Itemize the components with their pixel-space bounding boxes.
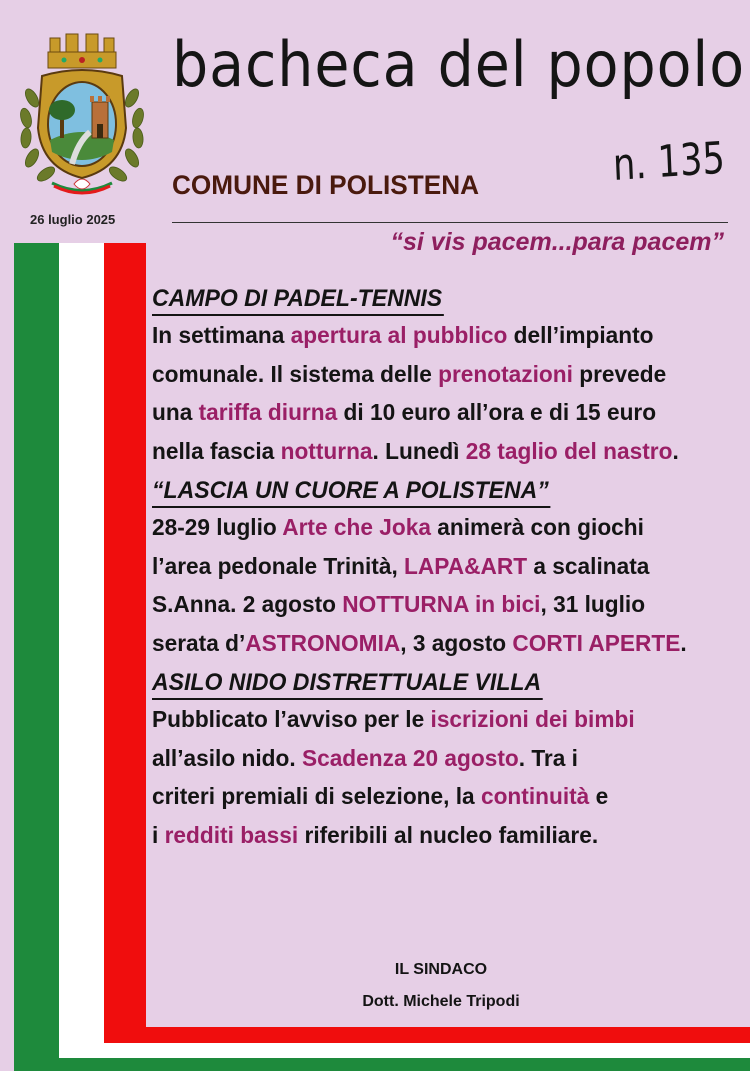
issue-number: n. 135 — [612, 132, 726, 191]
body-text: animerà con giochi — [430, 514, 644, 540]
highlighted-text: 28 taglio del nastro — [465, 437, 673, 464]
signature-role: IL SINDACO — [394, 961, 488, 978]
body-line — [152, 700, 729, 739]
coat-of-arms-icon — [12, 28, 152, 198]
body-text: , 3 agosto — [400, 629, 513, 656]
publication-date: 26 luglio 2025 — [30, 212, 116, 227]
body-line — [152, 816, 729, 855]
motto: “si vis pacem...para pacem” — [390, 228, 724, 256]
body-text: e — [589, 783, 609, 809]
body-text: . Tra i — [518, 744, 578, 771]
body-text: . Lunedì — [372, 437, 466, 464]
body-text: comunale. Il sistema delle — [152, 360, 439, 387]
highlighted-text: Arte che Joka — [282, 514, 431, 540]
highlighted-text: Scadenza 20 agosto — [301, 744, 519, 771]
highlighted-text: tariffa diurna — [198, 399, 338, 425]
body-line — [152, 508, 729, 547]
body-text: i — [152, 821, 165, 848]
page-title: bacheca del popolo — [172, 28, 746, 101]
body-text: 28-29 luglio — [152, 514, 283, 540]
body-text: . — [680, 629, 687, 656]
highlighted-text: apertura al pubblico — [290, 322, 508, 348]
body-text: . — [672, 437, 679, 464]
body-text: una — [152, 399, 199, 425]
body-line — [152, 355, 729, 394]
body-line — [152, 393, 729, 432]
section-heading: ASILO NIDO DISTRETTUALE VILLA — [152, 668, 543, 700]
body-text: nella fascia — [152, 437, 281, 464]
body-line — [152, 432, 729, 471]
notice-content — [152, 284, 750, 860]
flag-red-stripe-bottom — [104, 1027, 750, 1043]
section-heading: CAMPO DI PADEL-TENNIS — [152, 284, 444, 316]
body-text: riferibili al nucleo familiare. — [298, 821, 599, 848]
header-divider — [172, 222, 728, 223]
body-text: dell’impianto — [507, 322, 654, 348]
body-line — [152, 739, 729, 778]
highlighted-text: LAPA&ART — [404, 552, 528, 579]
highlighted-text: ASTRONOMIA — [245, 629, 401, 656]
highlighted-text: redditi bassi — [164, 821, 299, 848]
section-body — [152, 508, 729, 662]
body-text: a scalinata — [527, 552, 650, 579]
signature-name: Dott. Michele Tripodi — [362, 993, 520, 1010]
body-text: S.Anna. 2 agosto — [152, 591, 343, 617]
body-text: In settimana — [152, 322, 291, 348]
flag-green-stripe-bottom — [14, 1058, 750, 1071]
body-text: Pubblicato l’avviso per le — [152, 706, 431, 732]
flag-green-stripe — [14, 243, 59, 1071]
body-text: serata d’ — [152, 629, 246, 656]
municipality-name: COMUNE DI POLISTENA — [172, 170, 480, 200]
flag-white-stripe-bottom — [59, 1043, 750, 1058]
highlighted-text: prenotazioni — [438, 360, 573, 387]
body-line — [152, 316, 729, 355]
news-section — [152, 476, 750, 662]
highlighted-text: NOTTURNA in bici — [342, 591, 541, 617]
news-section — [152, 668, 750, 854]
body-line — [152, 777, 729, 816]
body-line — [152, 547, 729, 586]
body-text: , 31 luglio — [540, 591, 646, 617]
highlighted-text: iscrizioni dei bimbi — [430, 706, 635, 732]
body-line — [152, 624, 729, 663]
signature-block — [152, 954, 750, 1018]
body-text: criteri premiali di selezione, la — [152, 783, 481, 809]
highlighted-text: notturna — [280, 437, 373, 464]
highlighted-text: CORTI APERTE — [512, 629, 681, 656]
section-body — [152, 316, 729, 470]
body-text: prevede — [572, 360, 667, 387]
highlighted-text: continuità — [480, 783, 590, 809]
flag-red-stripe — [104, 243, 146, 1043]
flag-white-stripe — [59, 243, 104, 1058]
body-text: di 10 euro all’ora e di 15 euro — [337, 399, 657, 425]
body-text: l’area pedonale Trinità, — [152, 552, 405, 579]
news-section — [152, 284, 750, 470]
section-heading: “LASCIA UN CUORE A POLISTENA” — [152, 476, 551, 508]
section-body — [152, 700, 729, 854]
body-line — [152, 585, 729, 624]
body-text: all’asilo nido. — [152, 744, 302, 771]
